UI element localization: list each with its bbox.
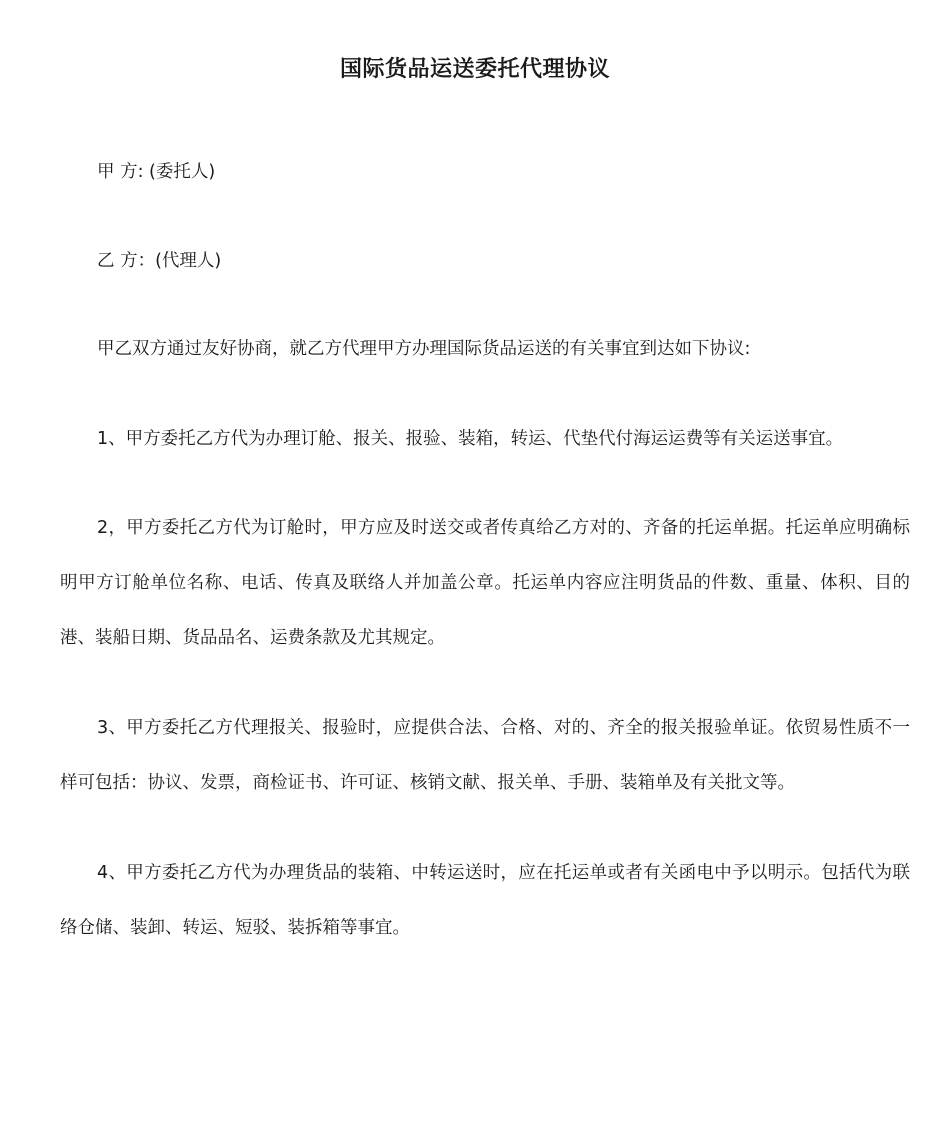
- document-title: 国际货品运送委托代理协议: [339, 57, 610, 82]
- clause-1-paragraph: 1、甲方委托乙方代为办理订舱、报关、报验、装箱，转运、代垫代付海运运费等有关运送事宜。: [97, 429, 844, 449]
- clause-3-paragraph: 3、甲方委托乙方代理报关、报验时，应提供合法、合格、对的、齐全的报关报验单证。依贸易性质不一样可包括：协议、发票，商检证书、许可证、核销文献、报关单、手册、装箱单及有关批文等。: [60, 718, 910, 793]
- intro-paragraph: 甲乙双方通过友好协商，就乙方代理甲方办理国际货品运送的有关事宜到达如下协议:: [97, 339, 751, 359]
- party-a-line: 甲 方: (委托人): [97, 162, 216, 182]
- party-b-line: 乙 方：(代理人): [97, 251, 222, 271]
- clause-2-paragraph: 2，甲方委托乙方代为订舱时，甲方应及时送交或者传真给乙方对的、齐备的托运单据。托运单应明确标明甲方订舱单位名称、电话、传真及联络人并加盖公章。托运单内容应注明货品的件数、重量、体积、目的港、装船日期、货品品名、运费条款及尤其规定。: [60, 518, 910, 648]
- clause-4-paragraph: 4、甲方委托乙方代为办理货品的装箱、中转运送时，应在托运单或者有关函电中予以明示。包括代为联络仓储、装卸、转运、短驳、装拆箱等事宜。: [60, 863, 910, 938]
